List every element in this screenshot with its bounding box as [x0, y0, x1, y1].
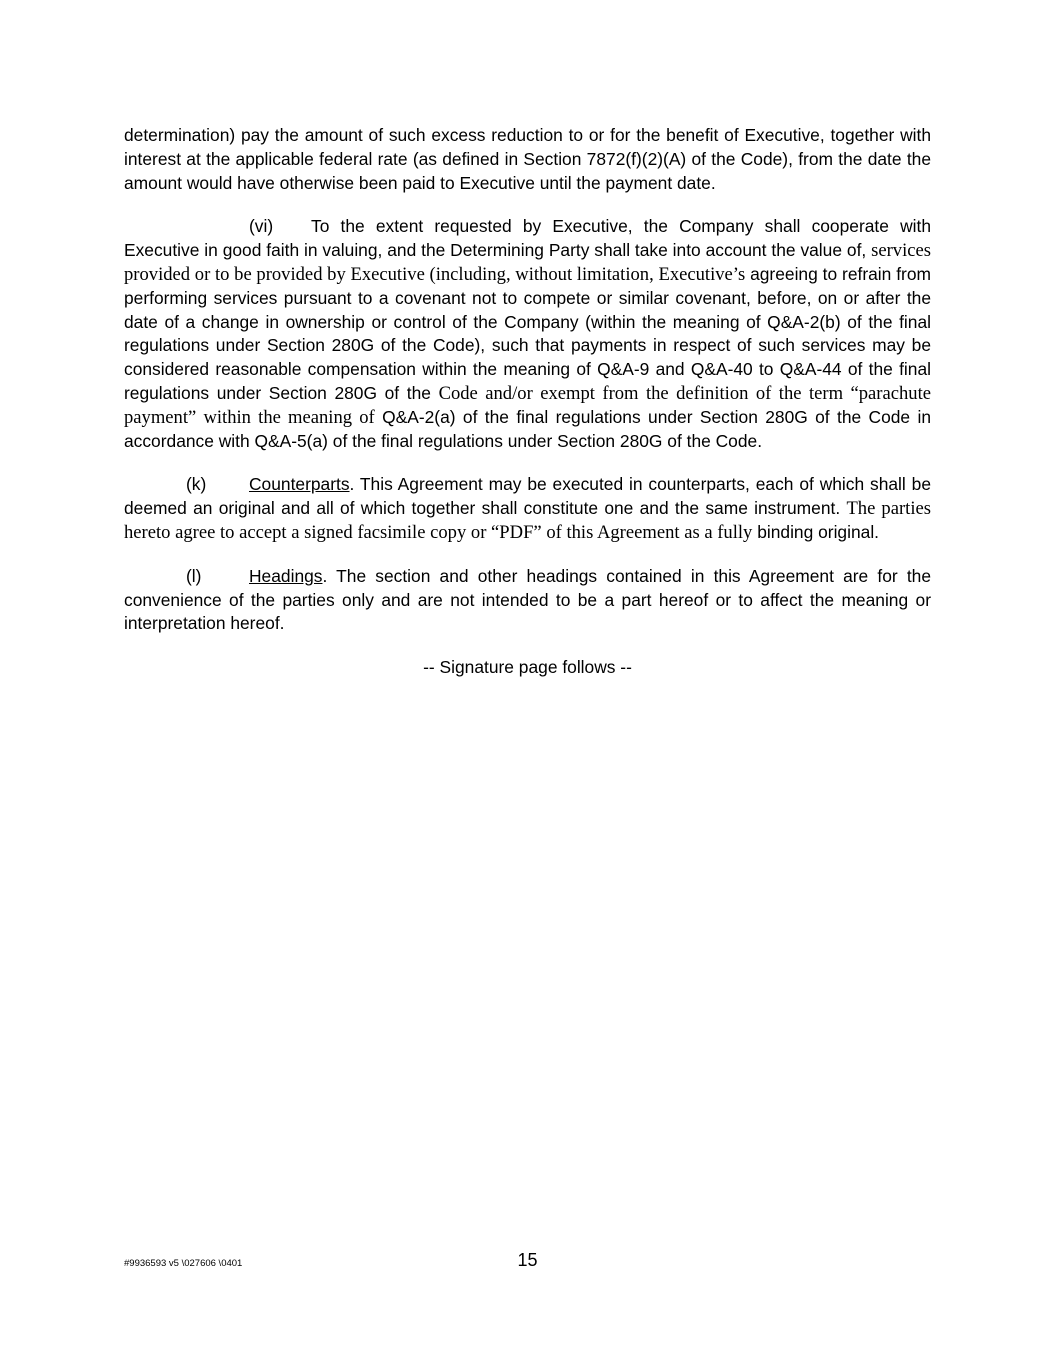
paragraph-number: (l): [186, 565, 202, 586]
document-body: [124, 124, 931, 680]
section-heading-headings: Headings: [249, 565, 323, 586]
paragraph-text-b: services provided or to be provided by Executive (including, without limitation, Executive’s: [124, 240, 931, 285]
footer-document-id: #9936593 v5 \027606 \0401: [124, 1258, 243, 1269]
paragraph-text: . The section and other headings contained in this Agreement are for the convenience of the parties only and are not intended to be a part hereof or to affect the meaning or interpretation hereof.: [124, 565, 931, 634]
paragraph-k: [124, 473, 931, 544]
paragraph-text-b: The parties hereto agree to accept a signed facsimile copy or “PDF” of this Agreement as a fully: [124, 498, 931, 543]
section-heading-counterparts: Counterparts: [249, 474, 350, 495]
paragraph-vi: [124, 215, 931, 453]
paragraph-text-c: binding original.: [752, 521, 880, 542]
signature-page-note: -- Signature page follows --: [423, 657, 632, 678]
paragraph-number: (vi): [249, 216, 274, 237]
paragraph-text-c: agreeing to refrain from performing services pursuant to a covenant not to compete or similar covenant, before, on or after the date of a change in ownership or control of the Company (within the meaning of Q&A-2(b) of the final regulations under Section 280G of the Code), such that payments in respect of such services may be considered reasonable compensation within the meaning of Q&A-9 and Q&A-40 to Q&A-44 of the final regulations under Section 280G of the: [124, 263, 931, 403]
paragraph-number: (k): [186, 474, 207, 495]
paragraph-text-a: To the extent requested by Executive, the Company shall cooperate with Executive in good faith in valuing, and the Determining Party shall take into account the value of,: [124, 216, 931, 261]
paragraph-l: [124, 565, 931, 636]
paragraph-text-a: . This Agreement may be executed in counterparts, each of which shall be deemed an original and all of which together shall constitute one and the same instrument.: [124, 474, 931, 519]
paragraph-text-e: Q&A-2(a) of the final regulations under Section 280G of the Code in accordance with Q&A-5(a) of the final regulations under Section 280G of the Code.: [124, 406, 931, 451]
paragraph-text-d: Code and/or exempt from the definition of the term “parachute payment” within the meaning of: [124, 382, 931, 428]
paragraph-continuation: [124, 124, 931, 195]
page-number: 15: [517, 1250, 538, 1270]
paragraph-text: determination) pay the amount of such excess reduction to or for the benefit of Executive, together with interest at the applicable federal rate (as defined in Section 7872(f)(2)(A) of the Code), from the date the amount would have otherwise been paid to Executive until the payment date.: [124, 125, 931, 193]
